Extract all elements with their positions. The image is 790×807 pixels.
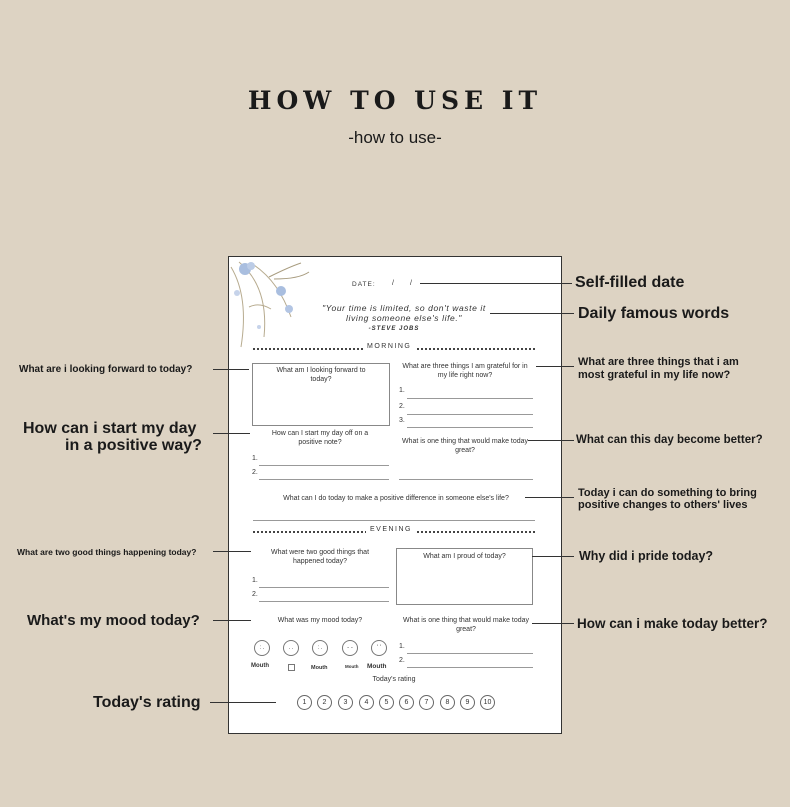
annotation-grateful: most grateful in my life now? [578,369,731,381]
question-proud: What am I proud of today? [423,553,506,560]
leader-line [210,702,276,703]
leader-line [490,313,574,314]
rating-4[interactable]: 4 [359,695,374,710]
leader-line [213,369,249,370]
answer-line[interactable] [259,479,389,480]
leader-line [532,556,574,557]
answer-line[interactable] [399,479,533,480]
mood-face-icon[interactable]: . . [283,640,299,656]
list-number: 1. [252,455,258,462]
list-number: 2. [252,469,258,476]
question-difference: What can I do today to make a positive difference in someone else's life? [283,495,509,502]
leader-line [213,620,251,621]
page-title: HOW TO USE IT [247,86,543,115]
page-subtitle: -how to use- [348,128,442,147]
section-morning: MORNING [363,343,415,350]
list-number: 1. [252,577,258,584]
annotation-improve: How can i make today better? [577,616,768,631]
question-positive-start: How can I start my day off on a positive note? [271,430,369,446]
mood-label: Mouth [251,663,269,669]
answer-line[interactable] [407,414,533,415]
question-make-better: What is one thing that would make today great? [402,617,530,633]
annotation-pride: Why did i pride today? [579,549,714,563]
annotation-rating: Today's rating [93,694,201,711]
answer-line[interactable] [407,398,533,399]
list-number: 1. [399,387,405,394]
mood-face-icon[interactable]: ' ' [371,640,387,656]
answer-line[interactable] [259,587,389,588]
annotation-grateful: What are three things that i am [578,356,739,368]
rating-3[interactable]: 3 [338,695,353,710]
date-separator: / [392,280,394,287]
mood-label: Mouth [311,665,328,671]
annotation-start: in a positive way? [65,437,202,454]
question-grateful: What are three things I am grateful for in my life right now? [402,363,528,379]
question-two-good: What were two good things that happened today? [270,549,370,565]
quote-line: living someone else's life." [346,313,462,323]
annotation-two-good: What are two good things happening today? [17,547,197,557]
mood-checkbox[interactable] [288,664,295,671]
leader-line [420,283,572,284]
rating-2[interactable]: 2 [317,695,332,710]
mood-face-icon[interactable]: : . [254,640,270,656]
annotation-forward: What are i looking forward to today? [19,364,193,375]
rating-9[interactable]: 9 [460,695,475,710]
rating-7[interactable]: 7 [419,695,434,710]
rating-label: Today's rating [372,676,416,683]
list-number: 2. [399,657,405,664]
answer-line[interactable] [407,667,533,668]
leader-line [528,440,574,441]
rating-5[interactable]: 5 [379,695,394,710]
mood-face-icon[interactable]: - - [342,640,358,656]
date-label: DATE: [352,281,376,288]
question-make-great: What is one thing that would make today great? [401,438,529,454]
list-number: 3. [399,417,405,424]
annotation-better-day: What can this day become better? [576,434,763,446]
answer-line[interactable] [259,601,389,602]
answer-line[interactable] [253,520,535,521]
mood-label: Mouth [345,664,359,669]
mood-label: Mouth [367,663,387,670]
rating-8[interactable]: 8 [440,695,455,710]
section-evening: EVENING [366,526,416,533]
annotation-bring: Today i can do something to bring [578,487,757,499]
leader-line [213,551,251,552]
annotation-start: How can i start my day [23,420,197,437]
leader-line [525,497,574,498]
leader-line [532,623,574,624]
answer-line[interactable] [259,465,389,466]
quote-author: -STEVE JOBS [368,326,420,332]
leader-line [213,433,250,434]
rating-6[interactable]: 6 [399,695,414,710]
mood-face-icon[interactable]: : . [312,640,328,656]
rating-1[interactable]: 1 [297,695,312,710]
answer-line[interactable] [407,653,533,654]
rating-10[interactable]: 10 [480,695,495,710]
question-looking-forward: What am I looking forward to today? [276,367,366,383]
annotation-words: Daily famous words [578,305,730,322]
leader-line [536,366,574,367]
question-mood: What was my mood today? [277,617,363,624]
journal-sheet [228,256,562,734]
date-separator: / [410,280,412,287]
list-number: 2. [399,403,405,410]
list-number: 2. [252,591,258,598]
annotation-mood: What's my mood today? [27,612,200,629]
quote-line: "Your time is limited, so don't waste it [322,303,486,313]
annotation-date: Self-filled date [575,274,685,291]
answer-line[interactable] [407,427,533,428]
list-number: 1. [399,643,405,650]
annotation-bring: positive changes to others' lives [578,499,748,511]
